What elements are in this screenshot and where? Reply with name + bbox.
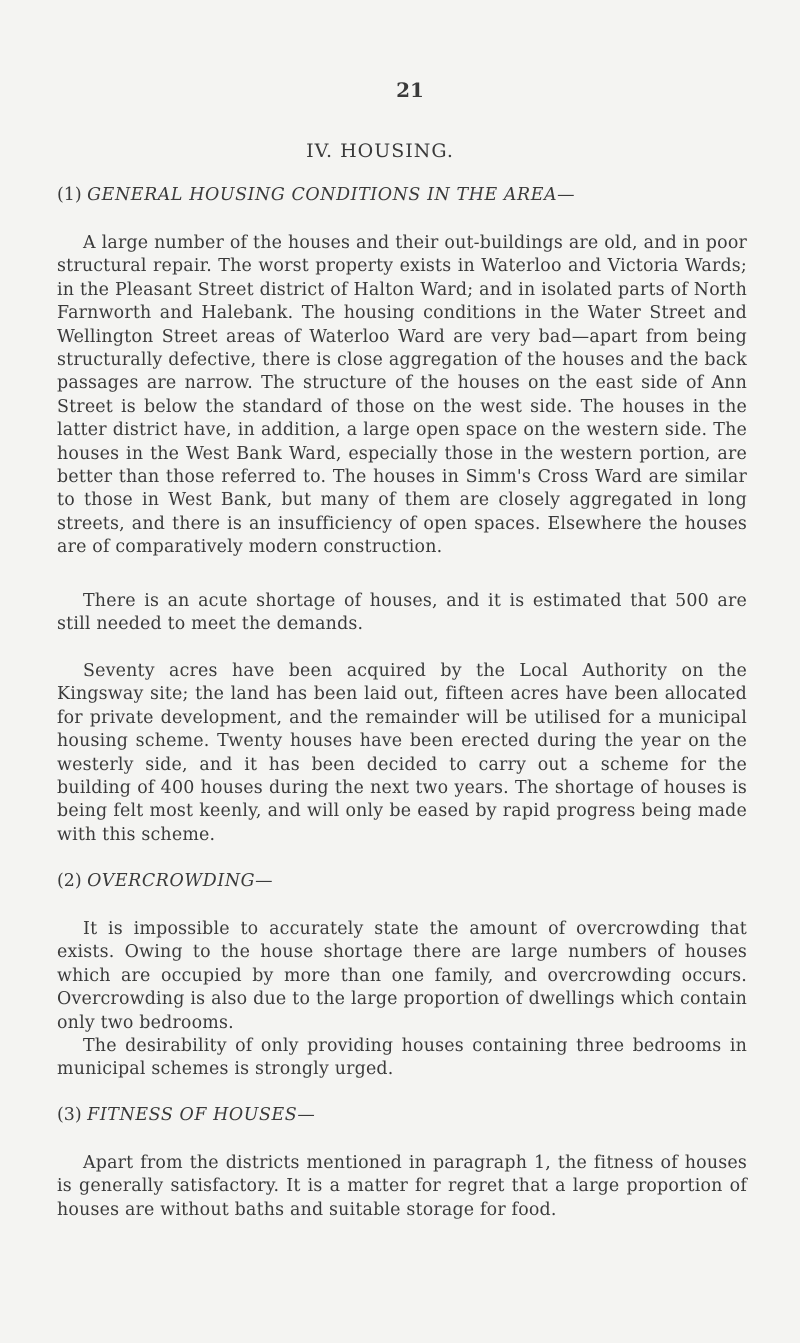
section-heading-general-housing xyxy=(57,184,575,207)
paragraph-shortage xyxy=(57,590,747,637)
page-number: 21 xyxy=(396,78,424,102)
paragraph: It is impossible to accurately state the amount of overcrowding that exists. Owing to the house shortage there are large numbers of houses which are occupied by more than one family, and overcrowding occurs. Overcrowding is also due to the large proportion of dwellings which contain only two bedrooms. xyxy=(57,919,747,1033)
paragraph: Seventy acres have been acquired by the Local Authority on the Kingsway site; the land has been laid out, fifteen acres have been allocated for private development, and the remainder will be utilised for a municipal housing scheme. Twenty houses have been erected during the year on the westerly side, and it has been decided to carry out a scheme for the building of 400 houses during the next two years. The shortage of houses is being felt most keenly, and will only be eased by rapid progress being made with this scheme. xyxy=(57,661,747,845)
paragraph: Apart from the districts mentioned in paragraph 1, the fitness of houses is generally satisfactory. It is a matter for regret that a large proportion of houses are without baths and suitable storage for food. xyxy=(57,1153,747,1220)
section-title: GENERAL HOUSING CONDITIONS IN THE AREA— xyxy=(87,185,576,205)
paragraph: The desirability of only providing houses containing three bedrooms in municipal schemes is strongly urged. xyxy=(57,1036,747,1080)
paragraph: There is an acute shortage of houses, and it is estimated that 500 are still needed to meet the demands. xyxy=(57,591,747,635)
paragraph: A large number of the houses and their out-buildings are old, and in poor structural repair. The worst property exists in Waterloo and Victoria Wards; in the Pleasant Street district of Halton Ward; and in isolated parts of North Farnworth and Halebank. The housing conditions in the Water Street and Wellington Street areas of Waterloo Ward are very bad—apart from being structurally defective, there is close aggregation of the houses and the back passages are narrow. The structure of the houses on the east side of Ann Street is below the standard of those on the west side. The houses in the latter district have, in addition, a large open space on the western side. The houses in the West Bank Ward, especially those in the western portion, are better than those referred to. The houses in Simm's Cross Ward are similar to those in West Bank, but many of them are closely aggregated in long streets, and there is an insufficiency of open spaces. Elsewhere the houses are of comparatively modern construction. xyxy=(57,233,747,558)
section-heading-overcrowding xyxy=(57,870,273,893)
paragraph-fitness xyxy=(57,1152,747,1222)
chapter-title: IV. HOUSING. xyxy=(306,140,454,162)
section-title: OVERCROWDING— xyxy=(87,871,274,891)
section-number: (2) xyxy=(57,871,82,891)
paragraph-three-bedrooms xyxy=(57,1035,747,1082)
section-number: (3) xyxy=(57,1105,82,1125)
section-number: (1) xyxy=(57,185,82,205)
section-title: FITNESS OF HOUSES— xyxy=(87,1105,316,1125)
section-heading-fitness xyxy=(57,1104,315,1127)
paragraph-kingsway-scheme xyxy=(57,660,747,847)
paragraph-overcrowding xyxy=(57,918,747,1035)
paragraph-housing-conditions xyxy=(57,232,747,560)
